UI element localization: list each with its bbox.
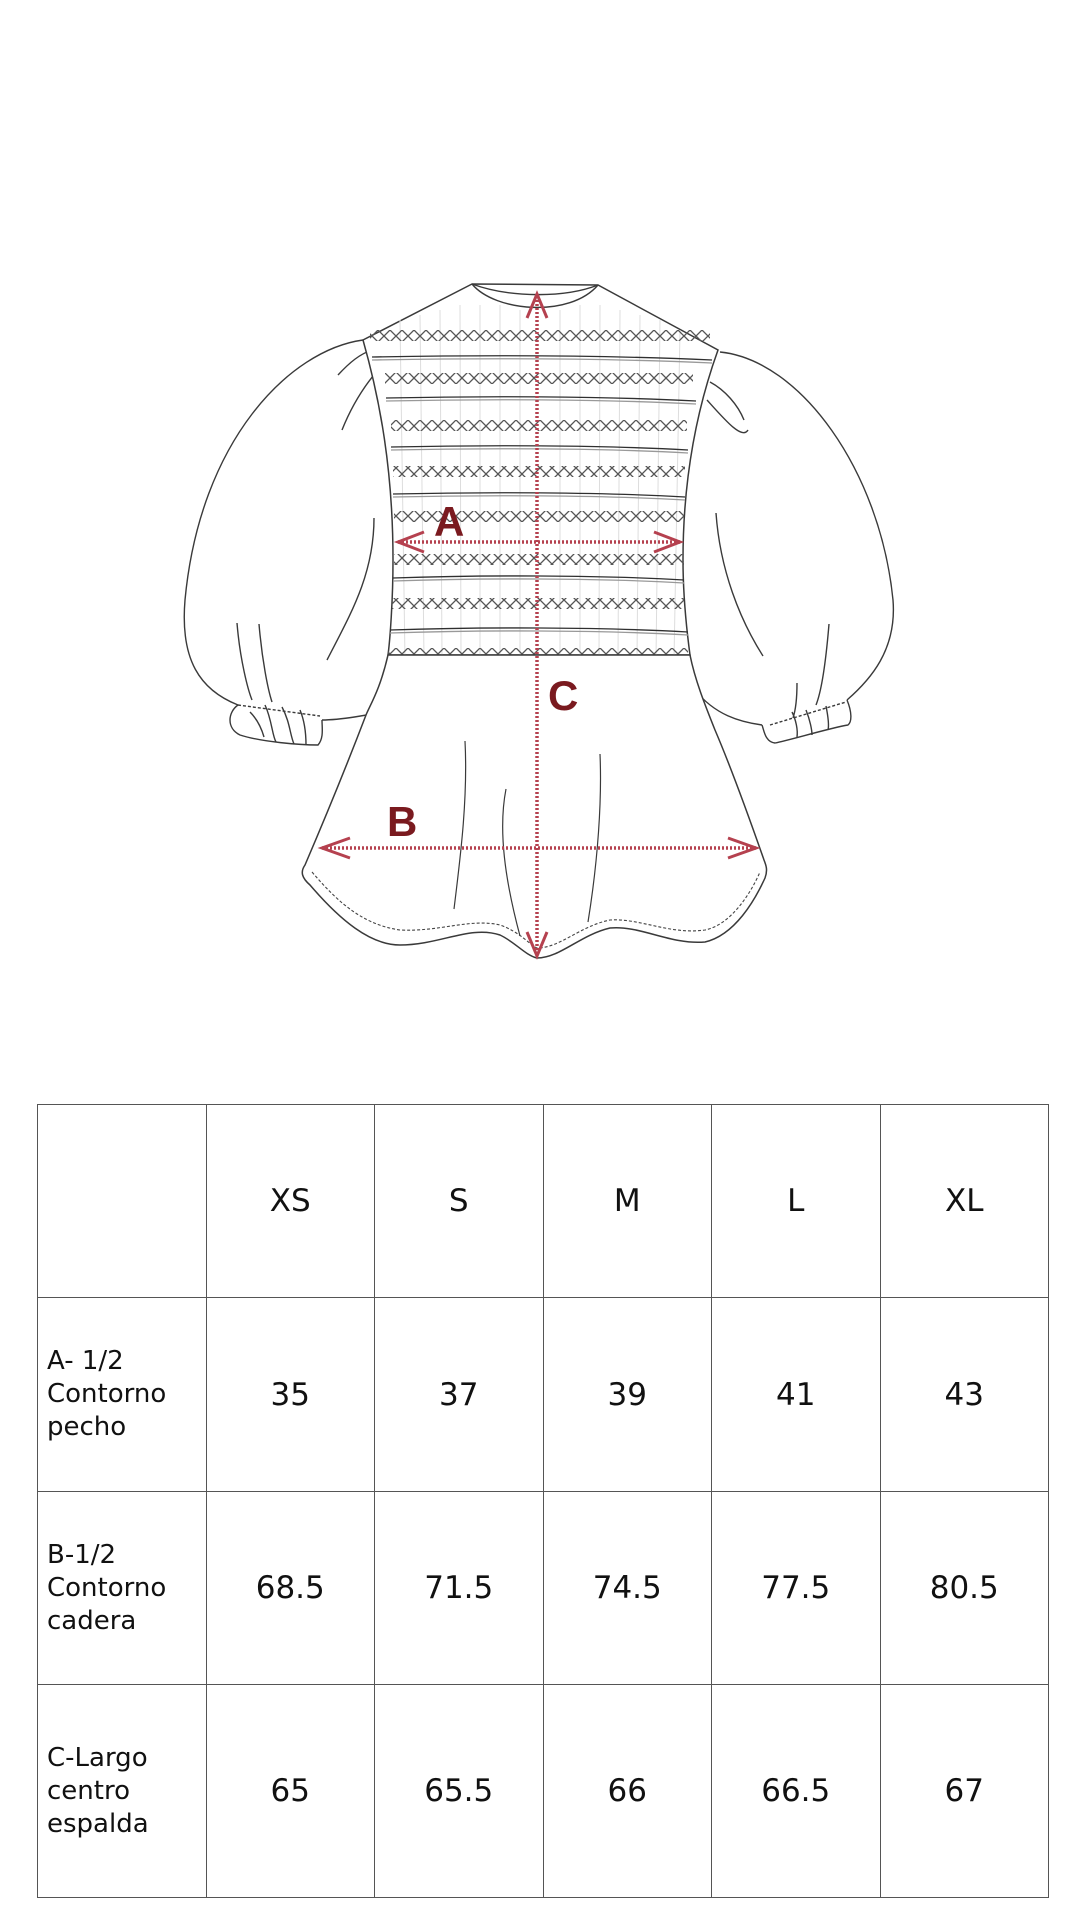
table-row-hip: [38, 1492, 1049, 1685]
bodice: [363, 284, 718, 660]
value-cell: 77.5: [712, 1492, 881, 1685]
value-cell: 74.5: [543, 1492, 712, 1685]
value-cell: 65.5: [375, 1685, 544, 1898]
value-cell: 43: [880, 1298, 1049, 1492]
value-cell: 39: [543, 1298, 712, 1492]
value-cell: 35: [206, 1298, 375, 1492]
row-label-line: cadera: [47, 1605, 137, 1636]
measure-label-a: A: [434, 498, 465, 545]
size-header-xs: XS: [206, 1105, 375, 1298]
value-cell: 67: [880, 1685, 1049, 1898]
value-cell: 66.5: [712, 1685, 881, 1898]
row-label-back-length: [38, 1685, 207, 1898]
value-cell: 68.5: [206, 1492, 375, 1685]
size-header-row: [38, 1105, 1049, 1298]
size-header-xl: XL: [880, 1105, 1049, 1298]
row-label-hip: [38, 1492, 207, 1685]
size-table: [37, 1104, 1049, 1898]
corner-cell: [38, 1105, 207, 1298]
value-cell: 80.5: [880, 1492, 1049, 1685]
size-header-s: S: [375, 1105, 544, 1298]
value-cell: 71.5: [375, 1492, 544, 1685]
row-label-line: centro: [47, 1775, 130, 1806]
table-row-chest: [38, 1298, 1049, 1492]
measure-label-b: B: [387, 798, 418, 845]
row-label-line: A- 1/2: [47, 1346, 124, 1376]
measure-label-c: C: [548, 672, 579, 719]
value-cell: 66: [543, 1685, 712, 1898]
row-label-line: B-1/2: [47, 1539, 117, 1570]
row-label-line: espalda: [47, 1808, 149, 1839]
size-header-l: L: [712, 1105, 881, 1298]
row-label-chest: [38, 1298, 207, 1492]
row-label-line: Contorno: [47, 1379, 167, 1409]
value-cell: 65: [206, 1685, 375, 1898]
size-header-m: M: [543, 1105, 712, 1298]
right-sleeve: [695, 352, 893, 743]
left-sleeve: [184, 340, 390, 745]
row-label-line: pecho: [47, 1412, 127, 1442]
row-label-line: Contorno: [47, 1572, 167, 1603]
peplum-outline: [302, 655, 766, 958]
table-row-back-length: [38, 1685, 1049, 1898]
value-cell: 37: [375, 1298, 544, 1492]
row-label-line: C-Largo: [47, 1742, 148, 1773]
value-cell: 41: [712, 1298, 881, 1492]
peplum-skirt: [302, 655, 766, 958]
